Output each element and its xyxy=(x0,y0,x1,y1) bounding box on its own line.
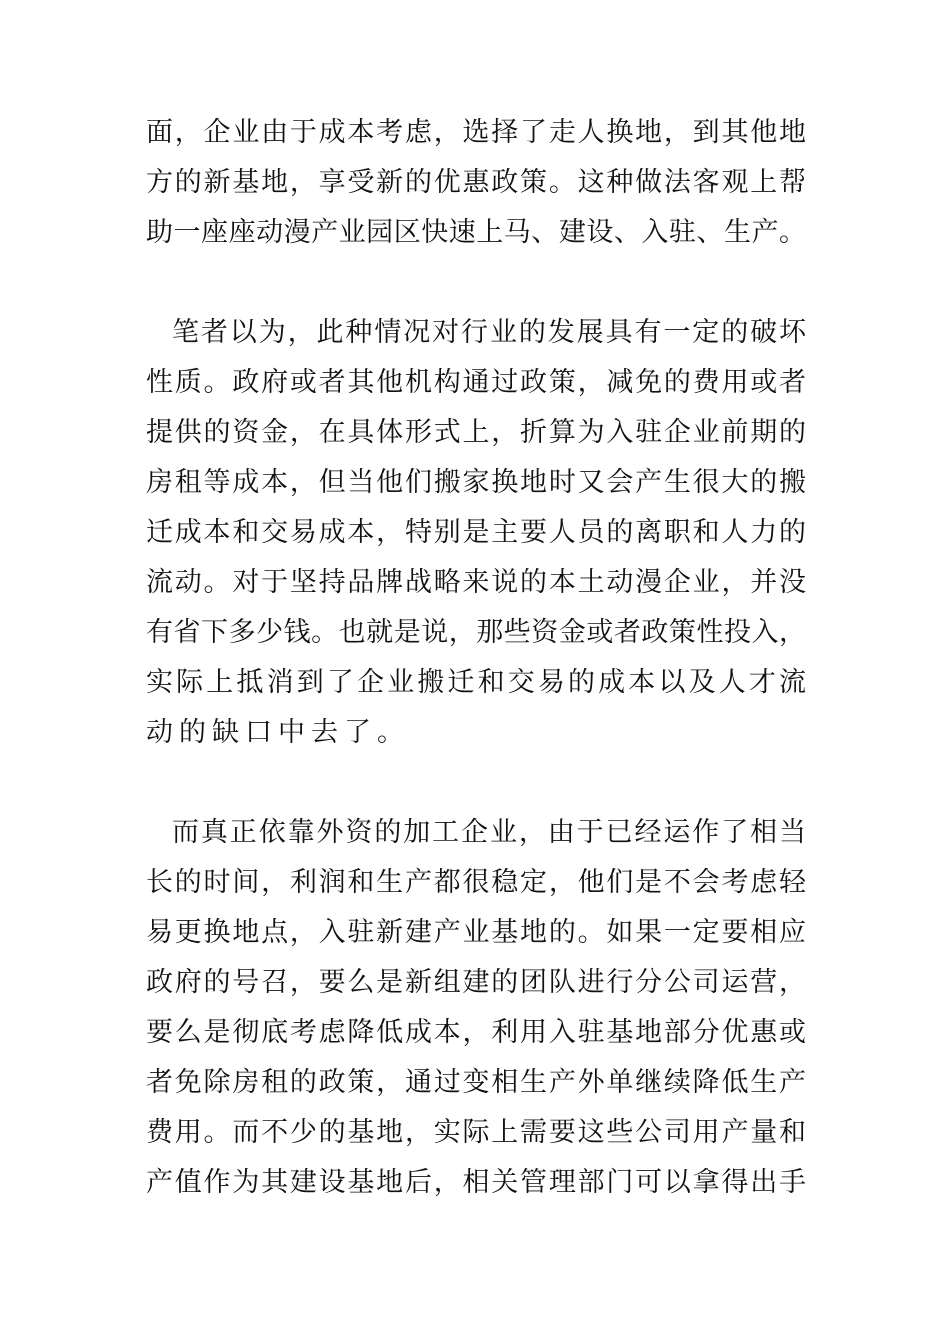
text-line: 要么是彻底考虑降低成本，利用入驻基地部分优惠或 xyxy=(146,1017,806,1048)
text-line: 实际上抵消到了企业搬迁和交易的成本以及人才流 xyxy=(146,667,806,698)
text-line: 提供的资金，在具体形式上，折算为入驻企业前期的 xyxy=(146,417,806,448)
text-line: 房租等成本，但当他们搬家换地时又会产生很大的搬 xyxy=(146,467,806,498)
text-line: 助一座座动漫产业园区快速上马、建设、入驻、生产。 xyxy=(146,217,806,248)
text-line: 面，企业由于成本考虑，选择了走人换地，到其他地 xyxy=(146,117,806,148)
text-line: 政府的号召，要么是新组建的团队进行分公司运营， xyxy=(146,967,806,998)
text-line: 产值作为其建设基地后，相关管理部门可以拿得出手 xyxy=(146,1167,806,1198)
text-line: 方的新基地，享受新的优惠政策。这种做法客观上帮 xyxy=(146,167,806,198)
text-line: 有省下多少钱。也就是说，那些资金或者政策性投入， xyxy=(146,617,806,648)
text-line: 笔者以为，此种情况对行业的发展具有一定的破坏 xyxy=(172,317,806,348)
text-line: 费用。而不少的基地，实际上需要这些公司用产量和 xyxy=(146,1117,806,1148)
text-line: 长的时间，利润和生产都很稳定，他们是不会考虑轻 xyxy=(146,867,806,898)
text-line: 而真正依靠外资的加工企业，由于已经运作了相当 xyxy=(172,817,806,848)
text-line: 动的缺口中去了。 xyxy=(146,717,410,748)
text-line: 者免除房租的政策，通过变相生产外单继续降低生产 xyxy=(146,1067,806,1098)
text-line: 易更换地点，入驻新建产业基地的。如果一定要相应 xyxy=(146,917,806,948)
text-line: 迁成本和交易成本，特别是主要人员的离职和人力的 xyxy=(146,517,806,548)
text-line: 性质。政府或者其他机构通过政策，减免的费用或者 xyxy=(146,367,806,398)
text-line: 流动。对于坚持品牌战略来说的本土动漫企业，并没 xyxy=(146,567,806,598)
